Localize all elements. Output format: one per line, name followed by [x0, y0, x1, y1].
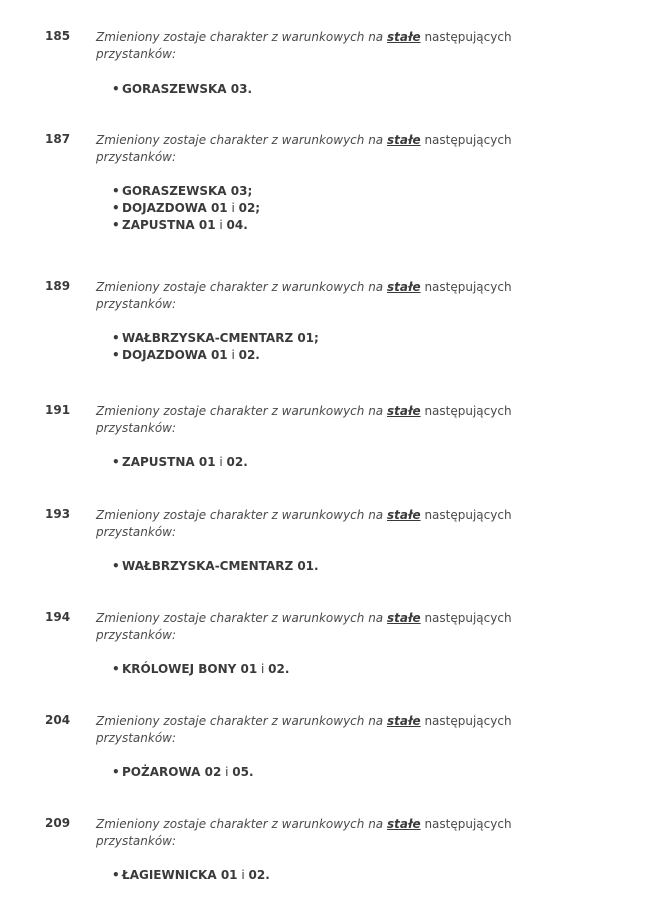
description-prefix: Zmieniony zostaje charakter z warunkowych na — [96, 611, 384, 625]
bullet-icon: • — [112, 331, 120, 345]
stop-name: ŁAGIEWNICKA 01 — [122, 868, 238, 882]
description-suffix-line2: przystanków: — [96, 628, 177, 642]
description-suffix-line2: przystanków: — [96, 421, 177, 435]
stop-conjunction: i — [221, 765, 233, 779]
description-suffix: następujących — [424, 404, 512, 418]
change-description — [96, 713, 596, 747]
stop-list — [112, 330, 319, 364]
stop-name: GORASZEWSKA 03; — [122, 184, 253, 198]
description-suffix: następujących — [424, 133, 512, 147]
stop-name: KRÓLOWEJ BONY 01 — [122, 662, 258, 676]
stop-name: POŻAROWA 02 — [122, 765, 222, 779]
description-suffix-line2: przystanków: — [96, 731, 177, 745]
bullet-icon: • — [112, 765, 120, 779]
list-item — [112, 81, 252, 98]
stop-name: WAŁBRZYSKA-CMENTARZ 01. — [122, 559, 319, 573]
list-item — [112, 183, 260, 200]
description-suffix-line2: przystanków: — [96, 297, 177, 311]
stop-number: 04. — [226, 218, 248, 232]
description-prefix: Zmieniony zostaje charakter z warunkowych na — [96, 714, 384, 728]
bullet-icon: • — [112, 662, 120, 676]
change-description — [96, 507, 596, 541]
stop-number: 02; — [238, 201, 261, 215]
change-description — [96, 610, 596, 644]
stop-name: ZAPUSTNA 01 — [122, 218, 216, 232]
description-suffix: następujących — [424, 30, 512, 44]
stop-list — [112, 661, 289, 678]
description-suffix: następujących — [424, 508, 512, 522]
stop-list — [112, 183, 260, 234]
description-prefix: Zmieniony zostaje charakter z warunkowych na — [96, 404, 384, 418]
stop-number: 02. — [248, 868, 270, 882]
bullet-icon: • — [112, 868, 120, 882]
stop-name: WAŁBRZYSKA-CMENTARZ 01; — [122, 331, 319, 345]
change-description — [96, 816, 596, 850]
list-item — [112, 454, 248, 471]
route-number: 193 — [45, 507, 71, 521]
description-keyword: stałe — [386, 817, 421, 831]
route-number: 185 — [45, 29, 71, 43]
bullet-icon: • — [112, 201, 120, 215]
description-prefix: Zmieniony zostaje charakter z warunkowych na — [96, 133, 384, 147]
stop-conjunction: i — [257, 662, 269, 676]
description-keyword: stałe — [386, 508, 421, 522]
stop-conjunction: i — [227, 201, 239, 215]
description-keyword: stałe — [386, 30, 421, 44]
description-suffix: następujących — [424, 714, 512, 728]
bullet-icon: • — [112, 455, 120, 469]
route-number: 209 — [45, 816, 71, 830]
list-item — [112, 347, 319, 364]
description-keyword: stałe — [386, 611, 421, 625]
stop-name: DOJAZDOWA 01 — [122, 348, 228, 362]
stop-list — [112, 558, 319, 575]
list-item — [112, 867, 270, 884]
stop-number: 02. — [238, 348, 260, 362]
stop-list — [112, 764, 254, 781]
description-suffix-line2: przystanków: — [96, 525, 177, 539]
change-description — [96, 279, 596, 313]
description-suffix: następujących — [424, 817, 512, 831]
description-prefix: Zmieniony zostaje charakter z warunkowych na — [96, 508, 384, 522]
stop-name: GORASZEWSKA 03. — [122, 82, 253, 96]
bullet-icon: • — [112, 218, 120, 232]
list-item — [112, 661, 289, 678]
change-description — [96, 29, 596, 63]
list-item — [112, 764, 254, 781]
bullet-icon: • — [112, 348, 120, 362]
list-item — [112, 330, 319, 347]
bullet-icon: • — [112, 184, 120, 198]
stop-number: 02. — [226, 455, 248, 469]
description-suffix: następujących — [424, 611, 512, 625]
stop-name: ZAPUSTNA 01 — [122, 455, 216, 469]
stop-conjunction: i — [215, 455, 227, 469]
route-number: 204 — [45, 713, 71, 727]
stop-list — [112, 867, 270, 884]
stop-conjunction: i — [237, 868, 249, 882]
description-keyword: stałe — [386, 280, 421, 294]
description-suffix-line2: przystanków: — [96, 834, 177, 848]
description-prefix: Zmieniony zostaje charakter z warunkowych na — [96, 30, 384, 44]
stop-name: DOJAZDOWA 01 — [122, 201, 228, 215]
route-number: 187 — [45, 132, 71, 146]
list-item — [112, 558, 319, 575]
route-number: 194 — [45, 610, 71, 624]
change-description — [96, 132, 596, 166]
description-keyword: stałe — [386, 133, 421, 147]
stop-list — [112, 81, 252, 98]
description-suffix: następujących — [424, 280, 512, 294]
description-prefix: Zmieniony zostaje charakter z warunkowych na — [96, 817, 384, 831]
description-prefix: Zmieniony zostaje charakter z warunkowych na — [96, 280, 384, 294]
stop-conjunction: i — [215, 218, 227, 232]
list-item — [112, 200, 260, 217]
route-number: 191 — [45, 403, 71, 417]
list-item — [112, 217, 260, 234]
description-suffix-line2: przystanków: — [96, 47, 177, 61]
bullet-icon: • — [112, 559, 120, 573]
stop-number: 05. — [232, 765, 254, 779]
stop-number: 02. — [268, 662, 290, 676]
description-keyword: stałe — [386, 714, 421, 728]
change-description — [96, 403, 596, 437]
description-keyword: stałe — [386, 404, 421, 418]
bullet-icon: • — [112, 82, 120, 96]
stop-list — [112, 454, 248, 471]
route-number: 189 — [45, 279, 71, 293]
stop-conjunction: i — [227, 348, 239, 362]
description-suffix-line2: przystanków: — [96, 150, 177, 164]
